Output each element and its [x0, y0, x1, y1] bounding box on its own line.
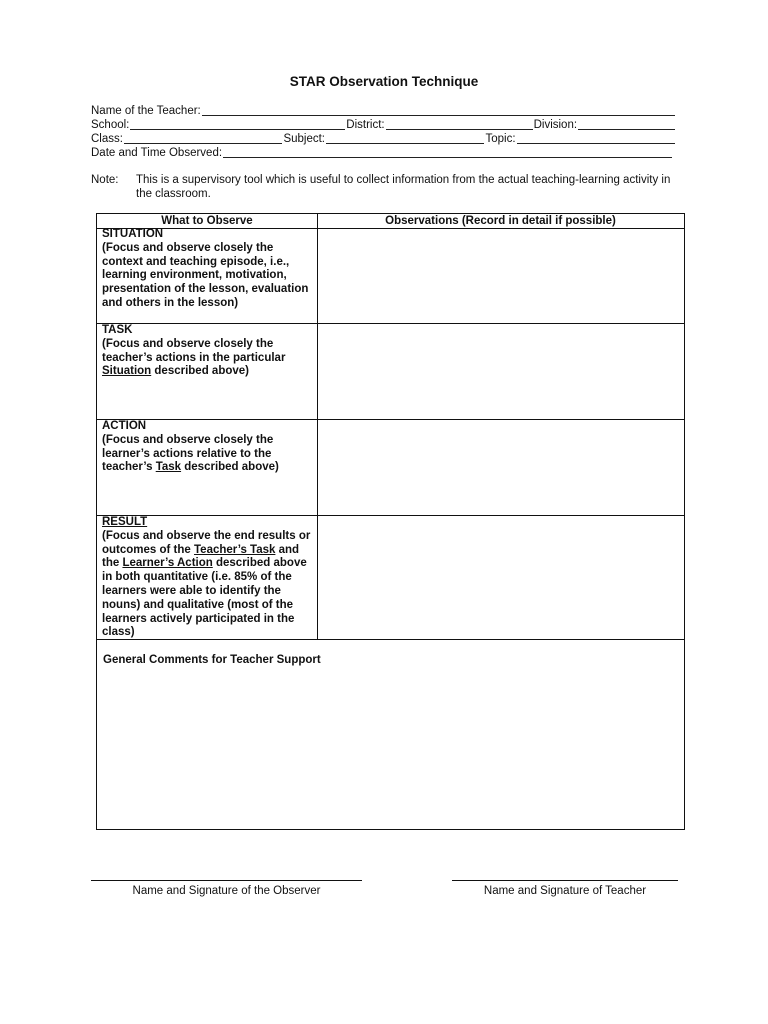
- task-observation-cell[interactable]: [318, 324, 684, 419]
- situation-heading: SITUATION: [102, 228, 164, 240]
- datetime-field[interactable]: [91, 146, 673, 160]
- action-description: (Focus and observe closely the learner’s actions relative to the teacher’s Task described above): [102, 433, 279, 474]
- topic-blank[interactable]: [517, 132, 675, 144]
- result-observation-cell[interactable]: [318, 516, 684, 639]
- subject-label: Subject:: [283, 133, 325, 145]
- result-criteria: [102, 516, 312, 640]
- class-row: [91, 132, 676, 146]
- division-label: Division:: [533, 119, 578, 131]
- action-criteria: [102, 420, 312, 475]
- observer-signature-line[interactable]: [91, 880, 362, 881]
- col-what-to-observe-header: What to Observe: [161, 215, 253, 227]
- page-title: STAR Observation Technique: [289, 74, 479, 89]
- class-blank[interactable]: [124, 132, 282, 144]
- task-description: (Focus and observe closely the teacher’s actions in the particular Situation described above): [102, 337, 286, 378]
- teacher-name-blank[interactable]: [202, 104, 675, 116]
- note-label: Note:: [91, 174, 119, 186]
- observer-signature-label: Name and Signature of the Observer: [132, 885, 321, 897]
- teacher-signature-block: [452, 880, 678, 897]
- learners-action-reference: Learner’s Action: [122, 557, 213, 570]
- subject-blank[interactable]: [326, 132, 484, 144]
- col-observations-header: Observations (Record in detail if possible): [385, 215, 616, 227]
- observation-table: [96, 213, 685, 830]
- teacher-signature-label: Name and Signature of Teacher: [483, 885, 647, 897]
- note-text: This is a supervisory tool which is useful to collect information from the actual teaching-learning activity in the classroom.: [136, 174, 671, 200]
- general-comments-area[interactable]: [97, 674, 684, 829]
- teacher-name-field[interactable]: [91, 104, 676, 118]
- observer-signature-block: [91, 880, 362, 897]
- situation-criteria: [102, 228, 312, 311]
- result-description: (Focus and observe the end results or outcomes of the Teacher’s Task and the Learner’s Action described above in both quantitative (i.e. 85% of the learners were able to identify the nouns) and qualitative (most of the learners actively participated in the class): [102, 529, 311, 639]
- note: [91, 173, 681, 201]
- situation-reference: Situation: [102, 365, 152, 378]
- task-heading: TASK: [102, 324, 133, 336]
- school-blank[interactable]: [130, 118, 345, 130]
- situation-observation-cell[interactable]: [318, 229, 684, 323]
- teacher-name-label: Name of the Teacher:: [91, 105, 201, 117]
- district-label: District:: [346, 119, 385, 131]
- teachers-task-reference: Teacher’s Task: [194, 543, 276, 556]
- task-reference: Task: [155, 461, 182, 474]
- result-heading: RESULT: [102, 516, 148, 528]
- school-label: School:: [91, 119, 130, 131]
- class-label: Class:: [91, 133, 123, 145]
- division-blank[interactable]: [578, 118, 675, 130]
- action-observation-cell[interactable]: [318, 420, 684, 515]
- general-comments-label: General Comments for Teacher Support: [103, 654, 321, 666]
- datetime-label: Date and Time Observed:: [91, 147, 223, 159]
- datetime-blank[interactable]: [223, 146, 672, 158]
- situation-description: (Focus and observe closely the context and teaching episode, i.e., learning environment, motivation, presentation of the lesson, evaluation and others in the lesson): [102, 241, 309, 309]
- district-blank[interactable]: [386, 118, 533, 130]
- school-row: [91, 118, 676, 132]
- teacher-signature-line[interactable]: [452, 880, 678, 881]
- topic-label: Topic:: [485, 133, 516, 145]
- action-heading: ACTION: [102, 420, 147, 432]
- task-criteria: [102, 324, 312, 379]
